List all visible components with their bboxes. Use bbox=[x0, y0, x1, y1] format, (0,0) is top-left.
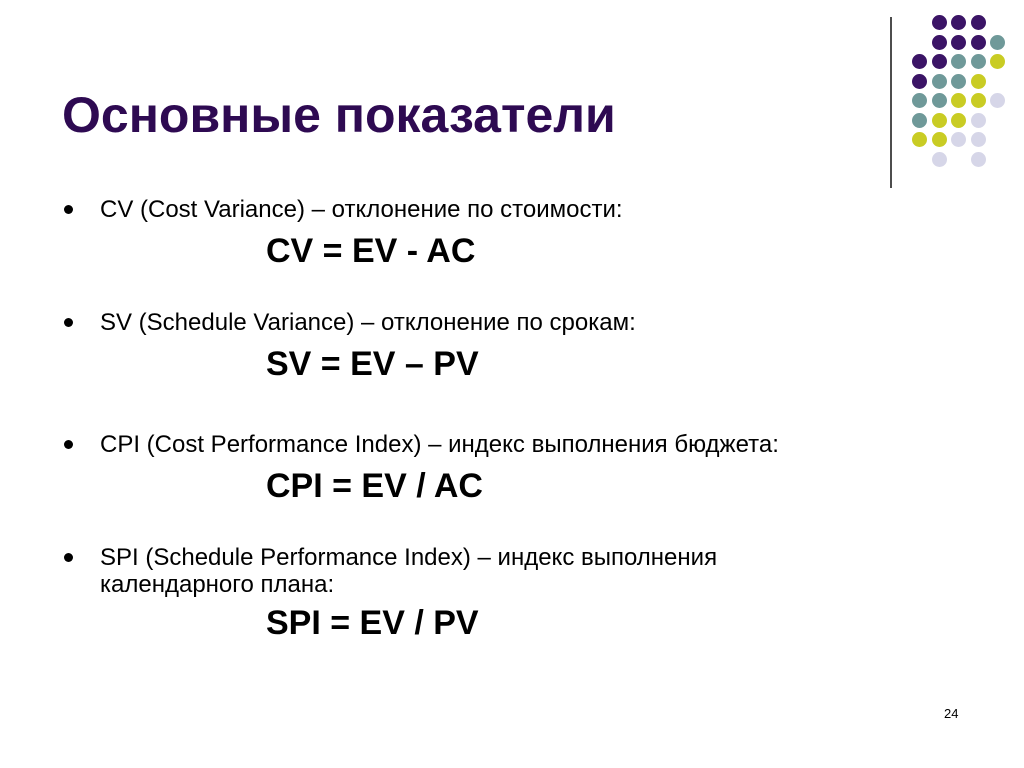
slide-title: Основные показатели bbox=[62, 87, 616, 143]
decorative-dot bbox=[912, 132, 927, 147]
decorative-dot bbox=[971, 132, 986, 147]
decorative-dot bbox=[932, 132, 947, 147]
decorative-dot bbox=[912, 113, 927, 128]
cpi-formula: CPI = EV / AC bbox=[266, 467, 483, 505]
decorative-dot bbox=[932, 35, 947, 50]
decorative-dot bbox=[971, 152, 986, 167]
sv-description: SV (Schedule Variance) – отклонение по срокам: bbox=[100, 309, 636, 336]
decorative-dot bbox=[951, 35, 966, 50]
bullet-icon bbox=[64, 205, 73, 214]
cv-description: CV (Cost Variance) – отклонение по стоимости: bbox=[100, 196, 623, 223]
decorative-dot bbox=[990, 93, 1005, 108]
decorative-dot bbox=[932, 93, 947, 108]
bullet-icon bbox=[64, 440, 73, 449]
decorative-dot bbox=[932, 54, 947, 69]
decorative-dot bbox=[971, 35, 986, 50]
decorative-dot bbox=[932, 113, 947, 128]
decorative-dot bbox=[912, 93, 927, 108]
spi-formula: SPI = EV / PV bbox=[266, 604, 479, 642]
spi-description: SPI (Schedule Performance Index) – индекс выполнения календарного плана: bbox=[100, 544, 718, 598]
decorative-dot bbox=[971, 113, 986, 128]
decorative-dot bbox=[971, 74, 986, 89]
decorative-dot bbox=[951, 54, 966, 69]
decorative-dot bbox=[932, 74, 947, 89]
decorative-dot bbox=[951, 93, 966, 108]
decorative-dot bbox=[932, 15, 947, 30]
decorative-dot bbox=[951, 132, 966, 147]
decorative-dot bbox=[951, 113, 966, 128]
decorative-dot bbox=[951, 74, 966, 89]
page-number: 24 bbox=[944, 706, 959, 721]
decorative-dot bbox=[990, 54, 1005, 69]
cv-formula: CV = EV - AC bbox=[266, 232, 476, 270]
decorative-dot bbox=[971, 93, 986, 108]
bullet-icon bbox=[64, 318, 73, 327]
cpi-description: CPI (Cost Performance Index) – индекс выполнения бюджета: bbox=[100, 431, 779, 458]
decorative-dot bbox=[951, 15, 966, 30]
decorative-dot bbox=[912, 54, 927, 69]
sv-formula: SV = EV – PV bbox=[266, 345, 479, 383]
decorative-dot bbox=[990, 35, 1005, 50]
vertical-divider bbox=[890, 17, 892, 188]
decorative-dot bbox=[912, 74, 927, 89]
decorative-dot bbox=[971, 15, 986, 30]
decorative-dot bbox=[932, 152, 947, 167]
bullet-icon bbox=[64, 553, 73, 562]
decorative-dot bbox=[971, 54, 986, 69]
